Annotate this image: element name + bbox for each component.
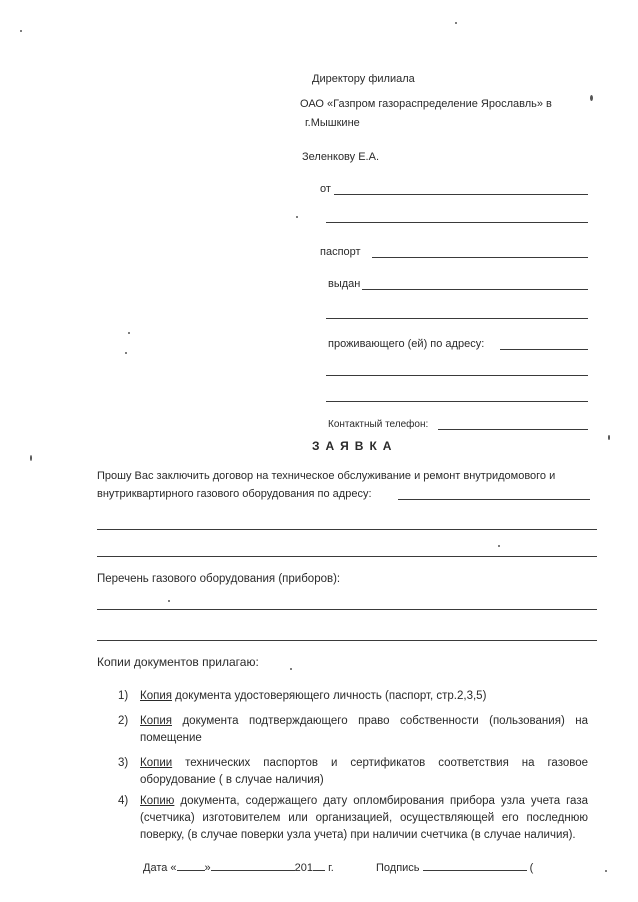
address-line-1 xyxy=(500,349,588,350)
scan-speck xyxy=(590,95,593,101)
item-lead: Копия xyxy=(140,690,172,702)
equipment-label: Перечень газового оборудования (приборов): xyxy=(97,573,341,585)
address-label: проживающего (ей) по адресу: xyxy=(328,338,485,350)
scan-speck xyxy=(30,455,32,461)
date-label: Дата « xyxy=(143,862,177,874)
item-text: документа подтверждающего право собственности (пользования) на помещение xyxy=(140,715,588,744)
scan-speck xyxy=(128,332,130,334)
from-line-1 xyxy=(334,194,588,195)
scan-speck xyxy=(290,668,292,670)
from-label: от xyxy=(320,183,331,195)
year-prefix: 201 xyxy=(294,862,314,874)
item-text: документа, содержащего дату опломбирования прибора узла учета газа (счетчика) изготовителем или организацией, осуществляющей его последнюю поверку, (в случае поверки узла учета) при наличии счетчика (в случае наличия). xyxy=(140,795,588,841)
signature-blank xyxy=(423,860,527,871)
phone-line xyxy=(438,429,588,430)
request-address-line-3 xyxy=(97,556,597,557)
scan-speck xyxy=(168,600,170,602)
year-suffix: г. xyxy=(328,862,334,874)
issued-label: выдан xyxy=(328,278,361,290)
phone-label: Контактный телефон: xyxy=(328,419,429,430)
header-company: ОАО «Газпром газораспределение Ярославль» в xyxy=(300,98,552,110)
signature-row xyxy=(376,860,533,875)
date-day-blank xyxy=(177,860,205,871)
item-lead: Копию xyxy=(140,795,175,807)
scan-speck xyxy=(296,216,298,218)
issued-line-1 xyxy=(362,289,588,290)
date-month-blank xyxy=(211,860,295,871)
scan-speck xyxy=(455,22,457,24)
item-number: 2) xyxy=(118,715,129,727)
from-line-2 xyxy=(326,222,588,223)
scan-speck xyxy=(498,545,500,547)
date-year-blank xyxy=(313,860,325,871)
passport-line xyxy=(372,257,588,258)
scan-speck xyxy=(20,30,22,32)
item-text: технических паспортов и сертификатов соответствия на газовое оборудование ( в случае наличия) xyxy=(140,757,588,786)
request-address-line-2 xyxy=(97,529,597,530)
equipment-line-1 xyxy=(97,609,597,610)
signature-paren: ( xyxy=(529,862,534,874)
equipment-line-2 xyxy=(97,640,597,641)
request-line-2: внутриквартирного газового оборудования по адресу: xyxy=(97,488,372,500)
scan-speck xyxy=(125,352,127,354)
scan-speck xyxy=(608,435,610,440)
item-number: 3) xyxy=(118,757,129,769)
issued-line-2 xyxy=(326,318,588,319)
item-lead: Копии xyxy=(140,757,173,769)
document-title: ЗАЯВКА xyxy=(312,439,398,453)
request-address-line-1 xyxy=(398,499,590,500)
item-number: 4) xyxy=(118,795,129,807)
item-lead: Копия xyxy=(140,715,172,727)
scan-speck xyxy=(605,870,607,872)
signature-label: Подпись xyxy=(376,862,420,874)
header-director: Директору филиала xyxy=(312,73,415,85)
date-row xyxy=(143,860,334,875)
address-line-3 xyxy=(326,401,588,402)
header-recipient: Зеленкову Е.А. xyxy=(302,151,380,163)
date-mid: » xyxy=(204,862,211,874)
passport-label: паспорт xyxy=(320,246,361,258)
address-line-2 xyxy=(326,375,588,376)
request-line-1: Прошу Вас заключить договор на техническое обслуживание и ремонт внутридомового и xyxy=(97,470,556,482)
header-city: г.Мышкине xyxy=(305,117,360,129)
item-text: документа удостоверяющего личность (паспорт, стр.2,3,5) xyxy=(171,690,487,702)
item-number: 1) xyxy=(118,690,129,702)
copies-label: Копии документов прилагаю: xyxy=(97,655,259,669)
